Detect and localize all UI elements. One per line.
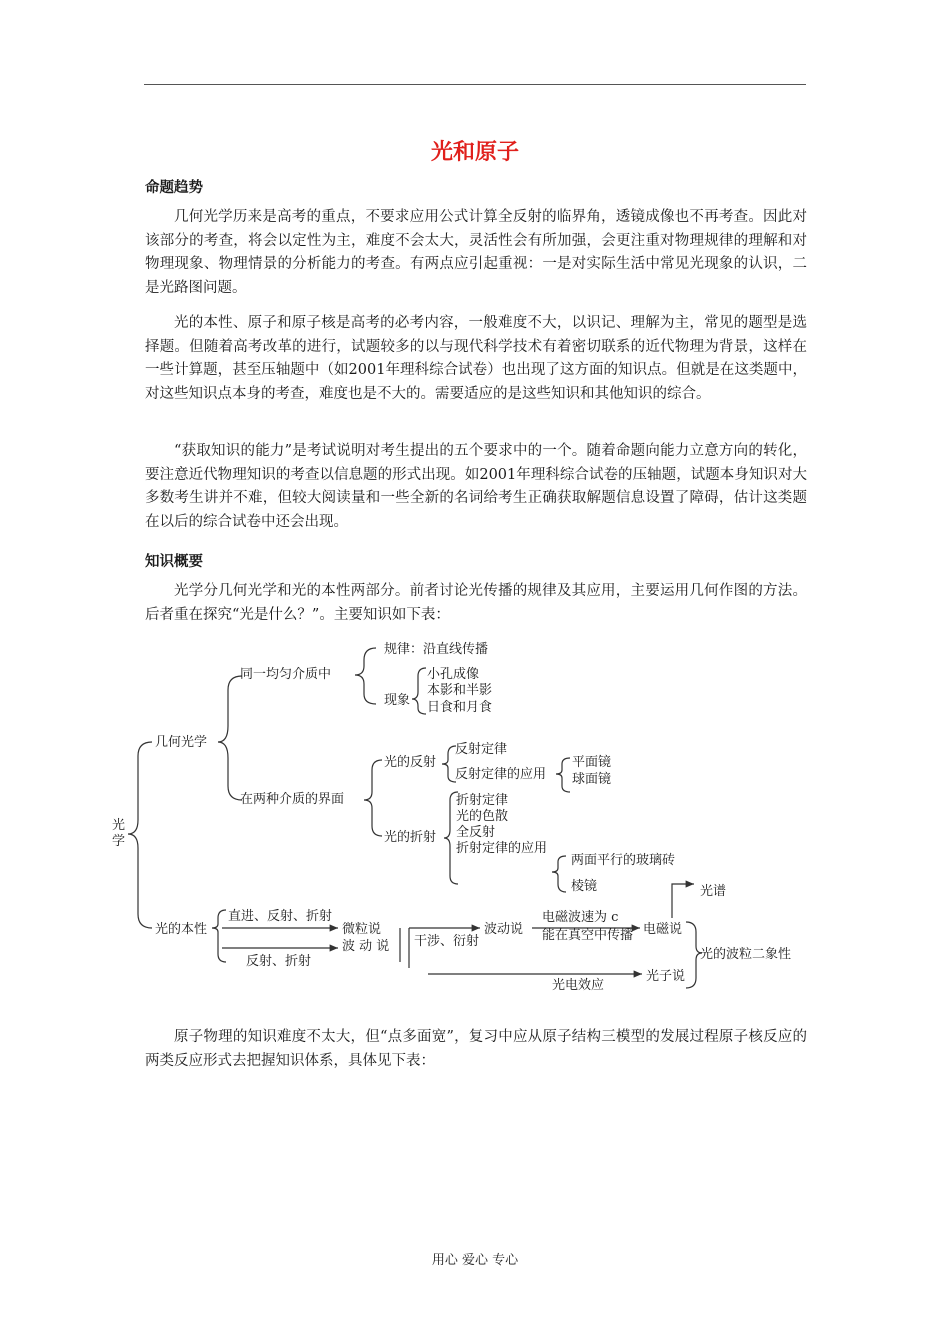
- uniform-medium-brace: [355, 648, 376, 704]
- interference-label: 干涉、衍射: [414, 934, 480, 949]
- page-footer: 用心 爱心 专心: [431, 1253, 519, 1268]
- photon-theory-label: 光子说: [646, 969, 686, 984]
- diagram-root-label-1: 光: [112, 818, 126, 833]
- interface-label: 在两种介质的界面: [240, 792, 345, 807]
- phenomena-brace: [412, 668, 426, 714]
- mirror-item-2: 球面镜: [572, 772, 612, 787]
- mirror-brace: [556, 758, 570, 792]
- refraction-item-4: 折射定律的应用: [456, 841, 548, 856]
- uniform-medium-label: 同一均匀介质中: [240, 667, 332, 682]
- overview-closing: 原子物理的知识难度不太大，但“点多面宽”，复习中应从原子结构三模型的发展过程原子核反应的两类反应形式去把握知识体系，具体见下表：: [145, 1029, 807, 1069]
- law-label: 规律：沿直线传播: [384, 642, 489, 657]
- duality-label: 光的波粒二象性: [700, 947, 792, 962]
- nature-top-label: 直进、反射、折射: [228, 909, 333, 924]
- overview-intro: 光学分几何光学和光的本性两部分。前者讨论光传播的规律及其应用，主要运用几何作图的方法。后者重在探究“光是什么？”。主要知识如下表：: [145, 583, 807, 623]
- reflection-brace: [442, 746, 456, 782]
- phenomena-item-2: 本影和半影: [427, 683, 493, 698]
- section-heading-overview: 知识概要: [145, 554, 203, 570]
- geometric-optics-label: 几何光学: [155, 735, 208, 750]
- spectrum-label: 光谱: [700, 884, 727, 899]
- mirror-item-1: 平面镜: [572, 755, 612, 770]
- root-brace: [128, 742, 152, 928]
- trend-paragraph-1: 几何光学历来是高考的重点，不要求应用公式计算全反射的临界角，透镜成像也不再考查。因此对该部分的考查，将会以定性为主，难度不会太大，灵活性会有所加强，会更注重对物理规律的理解和对物理现象、物理情景的分析能力的考查。有两点应引起重视：一是对实际生活中常见光现象的认识，二是光路图问题。: [145, 209, 807, 296]
- wave-theory-early-label: 波 动 说: [342, 939, 390, 954]
- diagram-root-label-2: 学: [112, 834, 126, 849]
- nature-of-light-label: 光的本性: [155, 922, 208, 937]
- photoelectric-label: 光电效应: [552, 978, 605, 993]
- phenomena-item-3: 日食和月食: [427, 700, 493, 715]
- reflection-label: 光的反射: [384, 755, 437, 770]
- reflection-item-2: 反射定律的应用: [455, 767, 547, 782]
- em-vacuum-label: 能在真空中传播: [542, 928, 634, 943]
- reflection-item-1: 反射定律: [455, 742, 508, 757]
- refraction-item-2: 光的色散: [456, 809, 509, 824]
- page-title: 光和原子: [430, 140, 519, 165]
- phenomena-label: 现象: [384, 693, 411, 708]
- section-heading-trend: 命题趋势: [145, 180, 203, 196]
- geometric-brace: [218, 676, 242, 800]
- phenomena-item-1: 小孔成像: [427, 667, 480, 682]
- em-speed-label: 电磁波速为 c: [542, 910, 619, 925]
- refraction-item-1: 折射定律: [456, 793, 509, 808]
- nature-bottom-label: 反射、折射: [246, 954, 312, 969]
- corpuscular-theory-label: 微粒说: [342, 922, 382, 937]
- refraction-apps-brace: [552, 856, 566, 892]
- em-theory-label: 电磁说: [643, 922, 683, 937]
- interface-brace: [364, 760, 382, 836]
- refraction-item-3: 全反射: [456, 825, 496, 840]
- nature-brace: [212, 910, 226, 962]
- trend-paragraph-3: “获取知识的能力”是考试说明对考生提出的五个要求中的一个。随着命题向能力立意方向的转化，要注意近代物理知识的考查以信息题的形式出现。如2001年理科综合试卷的压轴题，试题本身知识对大多数考生讲并不难，但较大阅读量和一些全新的名词给考生正确获取解题信息设置了障碍，估计这类题在以后的综合试卷中还会出现。: [145, 443, 807, 530]
- wave-theory-label: 波动说: [484, 922, 524, 937]
- refraction-app-2: 棱镜: [571, 879, 598, 894]
- refraction-label: 光的折射: [384, 830, 437, 845]
- refraction-app-1: 两面平行的玻璃砖: [571, 853, 676, 868]
- trend-paragraph-2: 光的本性、原子和原子核是高考的必考内容，一般难度不大，以识记、理解为主，常见的题型是选择题。但随着高考改革的进行，试题较多的以与现代科学技术有着密切联系的近代物理为背景，这样在一些计算题，甚至压轴题中（如2001年理科综合试卷）也出现了这方面的知识点。但就是在这类题中，对这些知识点本身的考查，难度也是不大的。需要适应的是这些知识和其他知识的综合。: [145, 315, 807, 402]
